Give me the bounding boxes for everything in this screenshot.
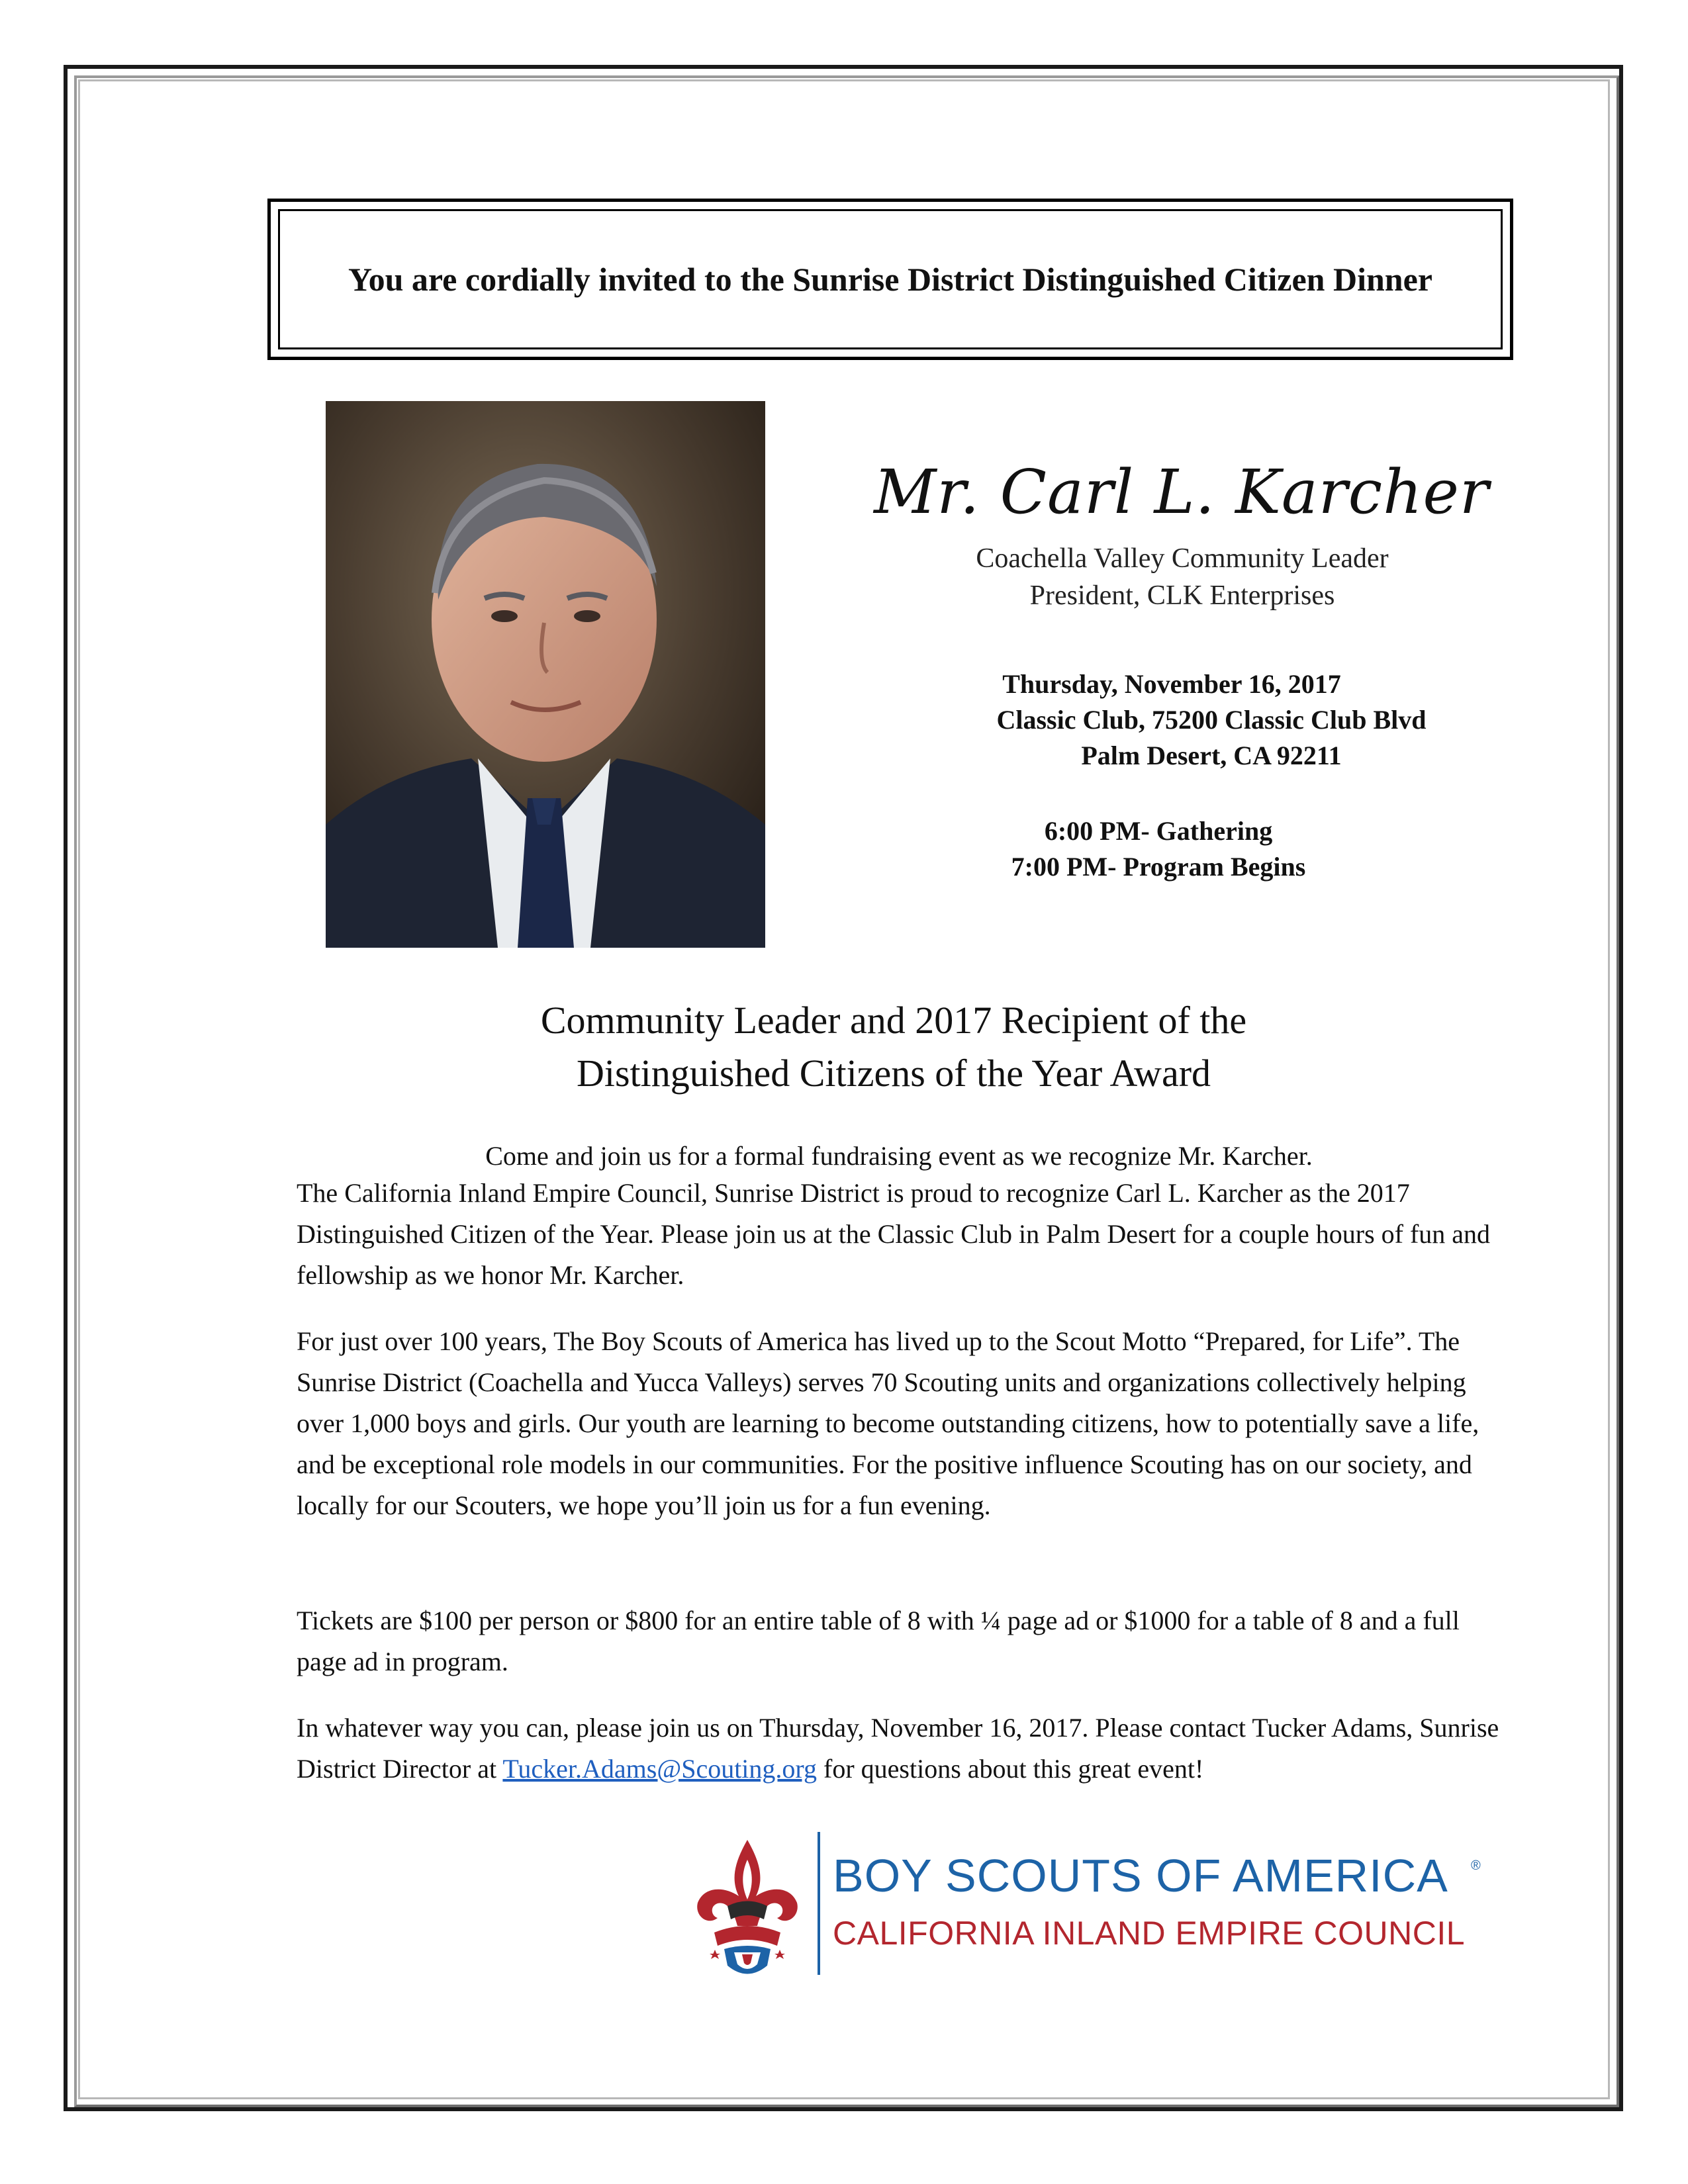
honoree-role-2: President, CLK Enterprises: [1029, 580, 1335, 611]
award-heading-line-1: Community Leader and 2017 Recipient of the: [540, 999, 1247, 1042]
contact-email-link[interactable]: Tucker.Adams@Scouting.org: [502, 1754, 818, 1784]
paragraph-recognition: The California Inland Empire Council, Sunrise District is proud to recognize Carl L. Karcher as the 2017 Distinguished Citizen of the Year. Please join us at the Classic Club in Palm Desert for a couple hours of fun and fellowship as we honor Mr. Karcher.: [297, 1178, 1491, 1290]
invitation-title-box: [278, 209, 1503, 349]
honoree-portrait: [326, 401, 765, 948]
invitation-title: You are cordially invited to the Sunrise District Distinguished Citizen Dinner: [348, 261, 1432, 298]
schedule-gathering: 6:00 PM- Gathering: [1044, 816, 1273, 846]
logo-divider: [818, 1832, 820, 1975]
bsa-organization-name: BOY SCOUTS OF AMERICA: [833, 1850, 1448, 1901]
contact-text-after: for questions about this great event!: [817, 1754, 1204, 1784]
award-heading: [331, 994, 1456, 1100]
bsa-council-name: CALIFORNIA INLAND EMPIRE COUNCIL: [833, 1915, 1466, 1952]
honoree-name: Mr. Carl L. Karcher: [874, 457, 1489, 527]
event-city: Palm Desert, CA 92211: [1081, 741, 1342, 770]
honoree-role-1: Coachella Valley Community Leader: [976, 543, 1389, 574]
intro-line: Come and join us for a formal fundraising event as we recognize Mr. Karcher.: [485, 1141, 1313, 1171]
schedule-program: 7:00 PM- Program Begins: [1011, 852, 1306, 882]
event-date: Thursday, November 16, 2017: [1002, 669, 1341, 699]
event-venue: Classic Club, 75200 Classic Club Blvd: [996, 705, 1427, 735]
portrait-illustration: [326, 401, 765, 948]
paragraph-tickets: Tickets are $100 per person or $800 for an entire table of 8 with ¼ page ad or $1000 for a table of 8 and a full page ad in program.: [297, 1606, 1460, 1676]
award-heading-line-2: Distinguished Citizens of the Year Award: [576, 1052, 1211, 1095]
registered-mark: ®: [1471, 1858, 1481, 1873]
fleur-de-lis-icon: [678, 1833, 817, 1985]
contact-text-before: In whatever way you can, please join us on Thursday, November 16, 2017. Please contact Tucker Adams, Sunrise District Director at: [297, 1713, 1499, 1784]
paragraph-contact: [297, 1707, 1501, 1790]
paragraph-scouting: For just over 100 years, The Boy Scouts of America has lived up to the Scout Motto “Prepared, for Life”. The Sunrise District (Coachella and Yucca Valleys) serves 70 Scouting units and organizations collectively helping over 1,000 boys and girls. Our youth are learning to become outstanding citizens, how to potentially save a life, and be exceptional role models in our communities. For the positive influence Scouting has on our society, and locally for our Scouters, we hope you’ll join us for a fun evening.: [297, 1326, 1479, 1520]
